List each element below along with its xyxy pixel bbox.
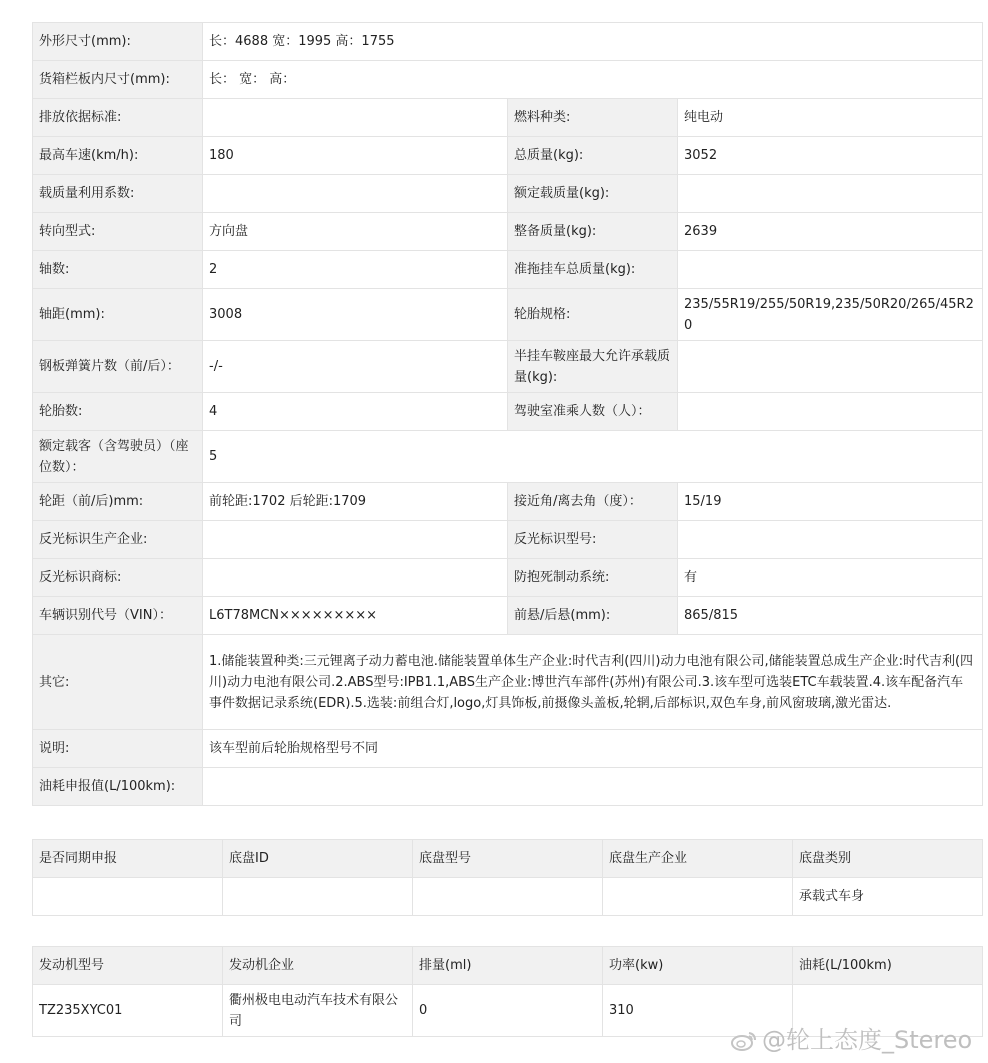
reflect-maker-value xyxy=(203,521,508,559)
rated-load-value xyxy=(678,175,983,213)
cargo-value: 长： 宽： 高： xyxy=(203,61,983,99)
chassis-data-row xyxy=(33,878,983,916)
spec-row-emission-fuel xyxy=(33,99,983,137)
total-mass-label: 总质量(kg): xyxy=(508,137,678,175)
track-value: 前轮距:1702 后轮距:1709 xyxy=(203,483,508,521)
tire-spec-value: 235/55R19/255/50R19,235/50R20/265/45R20 xyxy=(678,289,983,341)
track-label: 轮距（前/后)mm: xyxy=(33,483,203,521)
weibo-icon xyxy=(730,1030,758,1052)
note-value: 该车型前后轮胎规格型号不同 xyxy=(203,730,983,768)
engine-header-cell: 发动机企业 xyxy=(223,947,413,985)
other-label: 其它: xyxy=(33,635,203,730)
chassis-header-row xyxy=(33,840,983,878)
seats-label: 额定载客（含驾驶员）（座位数）： xyxy=(33,431,203,483)
spec-row-vin xyxy=(33,597,983,635)
chassis-table xyxy=(32,839,983,916)
vin-value: L6T78MCN××××××××× xyxy=(203,597,508,635)
engine-header-cell: 发动机型号 xyxy=(33,947,223,985)
saddle-value xyxy=(678,341,983,393)
spec-row-speed-mass xyxy=(33,137,983,175)
wheelbase-value: 3008 xyxy=(203,289,508,341)
saddle-label: 半挂车鞍座最大允许承载质量(kg): xyxy=(508,341,678,393)
axles-value: 2 xyxy=(203,251,508,289)
spec-row-steering xyxy=(33,213,983,251)
reflect-model-value xyxy=(678,521,983,559)
speed-value: 180 xyxy=(203,137,508,175)
watermark-text: @轮上态度_Stereo xyxy=(762,1026,973,1054)
fuel-label: 燃料种类: xyxy=(508,99,678,137)
engine-header-cell: 排量(ml) xyxy=(413,947,603,985)
engine-header-cell: 功率(kw) xyxy=(603,947,793,985)
chassis-header-cell: 底盘类别 xyxy=(793,840,983,878)
spec-row-spring xyxy=(33,341,983,393)
wheelbase-label: 轴距(mm): xyxy=(33,289,203,341)
spring-label: 钢板弹簧片数（前/后）： xyxy=(33,341,203,393)
watermark xyxy=(730,1020,972,1055)
spec-row-axles xyxy=(33,251,983,289)
seats-value: 5 xyxy=(203,431,983,483)
rated-load-label: 额定载质量(kg): xyxy=(508,175,678,213)
note-label: 说明: xyxy=(33,730,203,768)
engine-cell: 衢州极电电动汽车技术有限公司 xyxy=(223,985,413,1037)
spec-row-consumption xyxy=(33,768,983,806)
spec-row-load xyxy=(33,175,983,213)
curb-mass-value: 2639 xyxy=(678,213,983,251)
axles-label: 轴数: xyxy=(33,251,203,289)
spec-row-other xyxy=(33,635,983,730)
spring-value: -/- xyxy=(203,341,508,393)
tires-value: 4 xyxy=(203,393,508,431)
spec-row-cargo xyxy=(33,61,983,99)
steering-label: 转向型式: xyxy=(33,213,203,251)
cab-label: 驾驶室准乘人数（人）： xyxy=(508,393,678,431)
spec-row-tires xyxy=(33,393,983,431)
spec-row-seats xyxy=(33,431,983,483)
spec-row-dimensions xyxy=(33,23,983,61)
spec-row-track xyxy=(33,483,983,521)
tires-label: 轮胎数: xyxy=(33,393,203,431)
reflect-brand-label: 反光标识商标: xyxy=(33,559,203,597)
load-coef-label: 载质量利用系数: xyxy=(33,175,203,213)
spec-row-brand-abs xyxy=(33,559,983,597)
reflect-maker-label: 反光标识生产企业: xyxy=(33,521,203,559)
fuel-value: 纯电动 xyxy=(678,99,983,137)
cab-value xyxy=(678,393,983,431)
dims-label: 外形尺寸(mm): xyxy=(33,23,203,61)
vin-label: 车辆识别代号（VIN）： xyxy=(33,597,203,635)
emission-value xyxy=(203,99,508,137)
cargo-label: 货箱栏板内尺寸(mm): xyxy=(33,61,203,99)
consumption-label: 油耗申报值(L/100km): xyxy=(33,768,203,806)
tire-spec-label: 轮胎规格: xyxy=(508,289,678,341)
reflect-brand-value xyxy=(203,559,508,597)
engine-cell: 310 xyxy=(603,985,793,1037)
overhang-value: 865/815 xyxy=(678,597,983,635)
reflect-model-label: 反光标识型号: xyxy=(508,521,678,559)
chassis-header-cell: 底盘ID xyxy=(223,840,413,878)
consumption-value xyxy=(203,768,983,806)
emission-label: 排放依据标准: xyxy=(33,99,203,137)
trailer-mass-label: 准拖挂车总质量(kg): xyxy=(508,251,678,289)
overhang-label: 前悬/后悬(mm): xyxy=(508,597,678,635)
chassis-cell xyxy=(413,878,603,916)
curb-mass-label: 整备质量(kg): xyxy=(508,213,678,251)
chassis-cell xyxy=(33,878,223,916)
speed-label: 最高车速(km/h): xyxy=(33,137,203,175)
angle-value: 15/19 xyxy=(678,483,983,521)
spec-row-reflect xyxy=(33,521,983,559)
steering-value: 方向盘 xyxy=(203,213,508,251)
abs-value: 有 xyxy=(678,559,983,597)
other-value: 1.储能装置种类:三元锂离子动力蓄电池.储能装置单体生产企业:时代吉利(四川)动力电池有限公司,储能装置总成生产企业:时代吉利(四川)动力电池有限公司.2.ABS型号:IPB1.1,ABS生产企业:博世汽车部件(苏州)有限公司.3.该车型可选装ETC车载装置.4.该车配备汽车事件数据记录系统(EDR).5.选装:前组合灯,logo,灯具饰板,前摄像头盖板,轮辋,后部标识,双色车身,前风窗玻璃,激光雷达. xyxy=(203,635,983,730)
total-mass-value: 3052 xyxy=(678,137,983,175)
dims-value: 长：4688 宽：1995 高：1755 xyxy=(203,23,983,61)
vehicle-spec-table xyxy=(32,22,983,806)
angle-label: 接近角/离去角（度）： xyxy=(508,483,678,521)
chassis-cell xyxy=(603,878,793,916)
engine-cell: 0 xyxy=(413,985,603,1037)
spec-row-wheelbase xyxy=(33,289,983,341)
abs-label: 防抱死制动系统: xyxy=(508,559,678,597)
chassis-header-cell: 底盘型号 xyxy=(413,840,603,878)
chassis-cell xyxy=(223,878,413,916)
chassis-header-cell: 底盘生产企业 xyxy=(603,840,793,878)
chassis-header-cell: 是否同期申报 xyxy=(33,840,223,878)
engine-cell: TZ235XYC01 xyxy=(33,985,223,1037)
chassis-cell: 承载式车身 xyxy=(793,878,983,916)
load-coef-value xyxy=(203,175,508,213)
trailer-mass-value xyxy=(678,251,983,289)
spec-row-note xyxy=(33,730,983,768)
engine-header-cell: 油耗(L/100km) xyxy=(793,947,983,985)
engine-header-row xyxy=(33,947,983,985)
